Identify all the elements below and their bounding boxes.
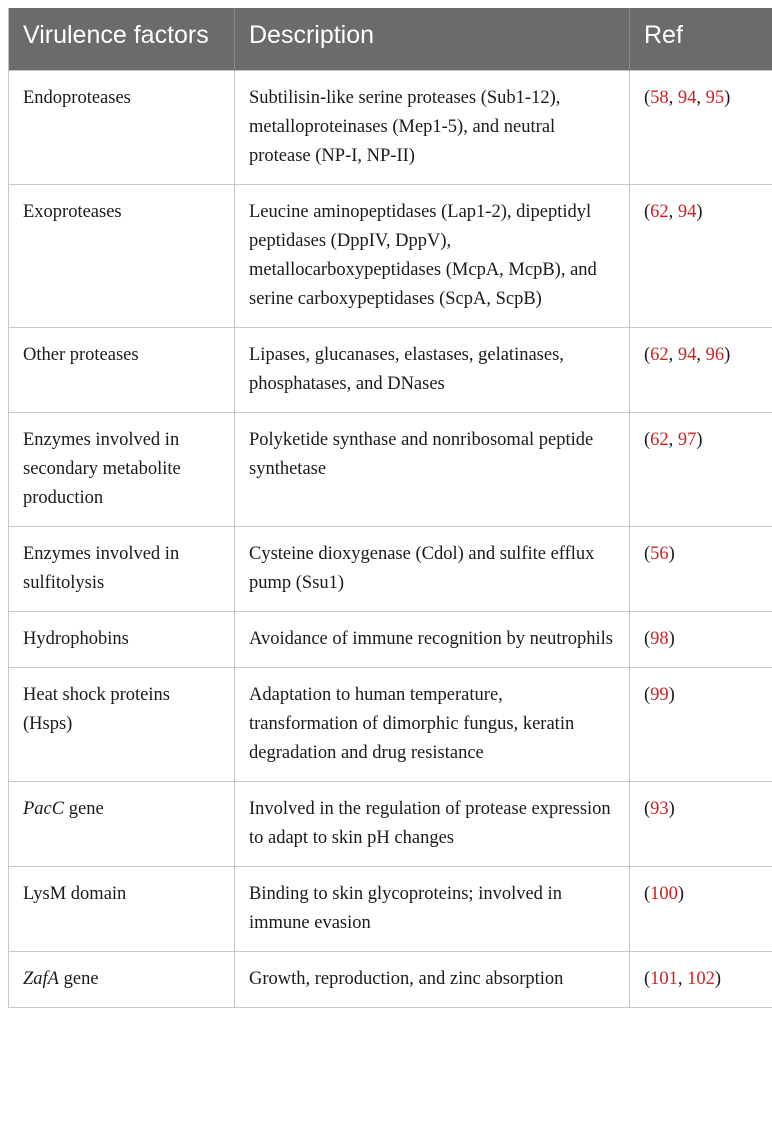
reference-link[interactable]: 94 xyxy=(678,345,697,365)
reference-link[interactable]: 102 xyxy=(687,969,715,989)
table-header xyxy=(9,8,772,70)
table-row xyxy=(9,327,772,412)
reference-link[interactable]: 62 xyxy=(650,202,669,222)
virulence-factor-cell xyxy=(9,70,235,184)
ref-cell: (62, 94) xyxy=(630,184,772,327)
virulence-factor-name: Enzymes involved in sulfitolysis xyxy=(23,544,179,593)
table-body xyxy=(9,70,772,1007)
virulence-factor-cell xyxy=(9,526,235,611)
header-ref: Ref xyxy=(630,8,772,70)
description-cell: Involved in the regulation of protease expression to adapt to skin pH changes xyxy=(235,781,630,866)
reference-link[interactable]: 62 xyxy=(650,345,669,365)
description-cell: Leucine aminopeptidases (Lap1-2), dipeptidyl peptidases (DppIV, DppV), metallocarboxypeptidases (McpA, McpB), and serine carboxypeptidases (ScpA, ScpB) xyxy=(235,184,630,327)
reference-link[interactable]: 94 xyxy=(678,202,697,222)
ref-cell: (99) xyxy=(630,667,772,781)
description-cell: Growth, reproduction, and zinc absorption xyxy=(235,951,630,1007)
virulence-factor-cell xyxy=(9,667,235,781)
virulence-factor-name: Enzymes involved in secondary metabolite production xyxy=(23,430,181,508)
table-row xyxy=(9,781,772,866)
description-cell: Avoidance of immune recognition by neutrophils xyxy=(235,611,630,667)
virulence-factor-name: Heat shock proteins (Hsps) xyxy=(23,685,170,734)
virulence-factor-name: Hydrophobins xyxy=(23,629,129,649)
reference-link[interactable]: 100 xyxy=(650,884,678,904)
virulence-factor-name: Other proteases xyxy=(23,345,139,365)
reference-link[interactable]: 93 xyxy=(650,799,669,819)
header-description: Description xyxy=(235,8,630,70)
reference-link[interactable]: 62 xyxy=(650,430,669,450)
virulence-factor-cell xyxy=(9,184,235,327)
reference-link[interactable]: 56 xyxy=(650,544,669,564)
reference-link[interactable]: 97 xyxy=(678,430,697,450)
virulence-factor-cell xyxy=(9,611,235,667)
virulence-factor-cell xyxy=(9,327,235,412)
table-row xyxy=(9,951,772,1007)
table-row xyxy=(9,611,772,667)
virulence-factors-table xyxy=(8,8,772,1008)
virulence-factor-name: LysM domain xyxy=(23,884,126,904)
virulence-factor-cell xyxy=(9,951,235,1007)
reference-link[interactable]: 95 xyxy=(706,88,725,108)
virulence-factor-name: Endoproteases xyxy=(23,88,131,108)
reference-link[interactable]: 58 xyxy=(650,88,669,108)
reference-link[interactable]: 101 xyxy=(650,969,678,989)
virulence-factor-cell xyxy=(9,866,235,951)
description-cell: Lipases, glucanases, elastases, gelatinases, phosphatases, and DNases xyxy=(235,327,630,412)
table-row xyxy=(9,184,772,327)
virulence-factor-suffix: gene xyxy=(64,799,104,819)
virulence-factor-cell xyxy=(9,781,235,866)
ref-cell: (93) xyxy=(630,781,772,866)
table-row xyxy=(9,526,772,611)
reference-link[interactable]: 96 xyxy=(706,345,725,365)
ref-cell: (100) xyxy=(630,866,772,951)
table-row xyxy=(9,667,772,781)
description-cell: Adaptation to human temperature, transformation of dimorphic fungus, keratin degradation and drug resistance xyxy=(235,667,630,781)
ref-cell: (62, 97) xyxy=(630,412,772,526)
gene-name: ZafA xyxy=(23,969,59,989)
table-row xyxy=(9,412,772,526)
table-row xyxy=(9,70,772,184)
virulence-factor-suffix: gene xyxy=(59,969,99,989)
description-cell: Subtilisin-like serine proteases (Sub1-12), metalloproteinases (Mep1-5), and neutral protease (NP-I, NP-II) xyxy=(235,70,630,184)
header-row xyxy=(9,8,772,70)
virulence-factor-name: Exoproteases xyxy=(23,202,122,222)
description-cell: Polyketide synthase and nonribosomal peptide synthetase xyxy=(235,412,630,526)
ref-cell: (62, 94, 96) xyxy=(630,327,772,412)
description-cell: Cysteine dioxygenase (Cdol) and sulfite efflux pump (Ssu1) xyxy=(235,526,630,611)
gene-name: PacC xyxy=(23,799,64,819)
ref-cell: (101, 102) xyxy=(630,951,772,1007)
virulence-factor-cell xyxy=(9,412,235,526)
reference-link[interactable]: 98 xyxy=(650,629,669,649)
ref-cell: (98) xyxy=(630,611,772,667)
reference-link[interactable]: 94 xyxy=(678,88,697,108)
header-virulence-factors: Virulence factors xyxy=(9,8,235,70)
ref-cell: (58, 94, 95) xyxy=(630,70,772,184)
ref-cell: (56) xyxy=(630,526,772,611)
reference-link[interactable]: 99 xyxy=(650,685,669,705)
description-cell: Binding to skin glycoproteins; involved in immune evasion xyxy=(235,866,630,951)
table-row xyxy=(9,866,772,951)
